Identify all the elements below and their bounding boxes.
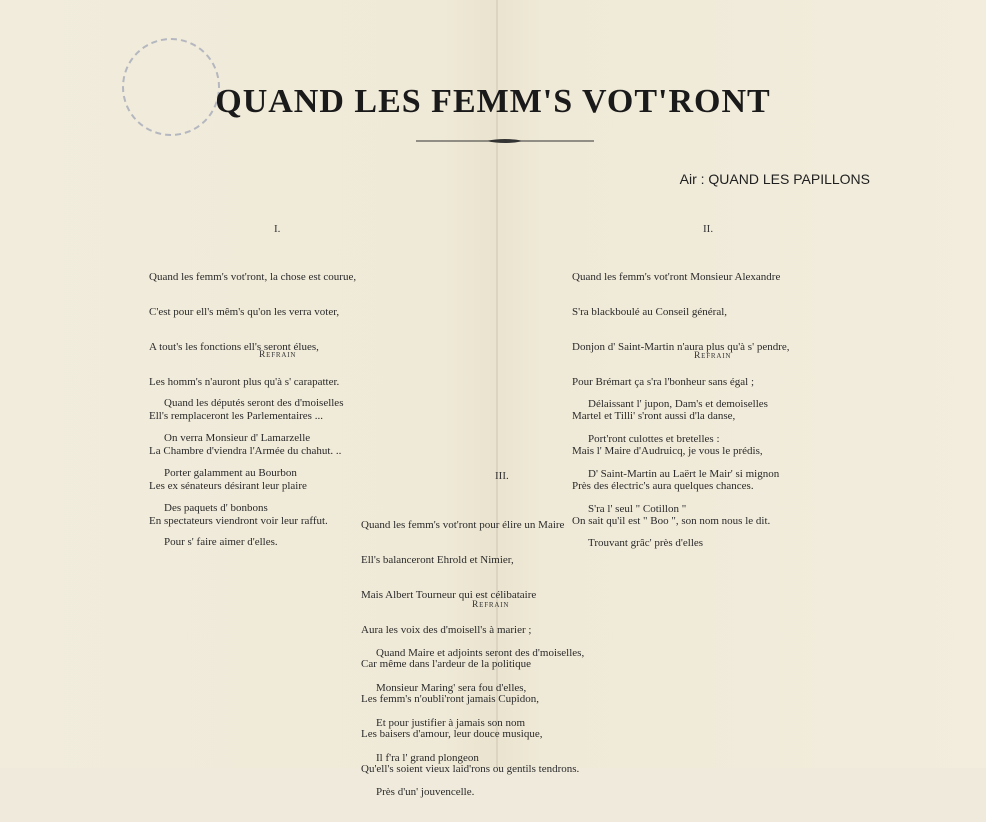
- verse-line: En spectateurs viendront voir leur raffut.: [149, 514, 328, 527]
- verse-line: Pour Brémart ça s'ra l'bonheur sans égal ;: [572, 375, 755, 388]
- refrain-heading-2: Refrain: [694, 351, 732, 361]
- verse-number-1: I.: [274, 223, 281, 235]
- verse-line: Martel et Tilli' s'ront aussi d'la danse,: [572, 410, 736, 423]
- verse-number-3: III.: [495, 470, 509, 482]
- refrain-line: Délaissant l' jupon, Dam's et demoiselles: [588, 398, 768, 411]
- refrain-line: Et pour justifier à jamais son nom: [376, 716, 526, 729]
- verse-line: Les ex sénateurs désirant leur plaire: [149, 479, 307, 492]
- refrain-line: Près d'un' jouvencelle.: [376, 786, 475, 799]
- verse-line: On sait qu'il est " Boo ", son nom nous le dit.: [572, 514, 771, 527]
- refrain-line: Port'ront culottes et bretelles :: [588, 432, 720, 445]
- refrain-line: Il f'ra l' grand plongeon: [376, 751, 479, 764]
- refrain-line: On verra Monsieur d' Lamarzelle: [164, 431, 311, 444]
- verse-line: S'ra blackboulé au Conseil général,: [572, 305, 728, 318]
- refrain-line: Porter galamment au Bourbon: [164, 466, 297, 479]
- refrain-1: [164, 375, 343, 572]
- verse-line: Donjon d' Saint-Martin n'aura plus qu'à s' pendre,: [572, 340, 790, 353]
- refrain-line: Trouvant grâc' près d'elles: [588, 537, 704, 550]
- verse-line: Car même dans l'ardeur de la politique: [361, 658, 531, 671]
- refrain-heading-3: Refrain: [472, 600, 510, 610]
- refrain-line: S'ra l' seul " Cotillon ": [588, 502, 687, 515]
- title-ornament-rule: [416, 138, 594, 144]
- refrain-line: D' Saint-Martin au Laërt le Mair' si mignon: [588, 467, 780, 480]
- refrain-2: [588, 376, 779, 573]
- verse-line: Qu'ell's soient vieux laid'rons ou gentils tendrons.: [361, 762, 580, 775]
- verse-line: Quand les femm's vot'ront Monsieur Alexandre: [572, 271, 781, 284]
- verse-line: Quand les femm's vot'ront pour élire un Maire: [361, 519, 565, 532]
- refrain-line: Quand Maire et adjoints seront des d'moiselles,: [376, 647, 585, 660]
- air-tune-label: Air : QUAND LES PAPILLONS: [679, 171, 870, 187]
- refrain-line: Des paquets d' bonbons: [164, 501, 268, 514]
- verse-line: Mais l' Maire d'Audruicq, je vous le prédis,: [572, 445, 763, 458]
- refrain-heading-1: Refrain: [259, 350, 297, 360]
- refrain-line: Pour s' faire aimer d'elles.: [164, 536, 278, 549]
- verse-line: Les homm's n'auront plus qu'à s' carapatter.: [149, 375, 340, 388]
- verse-line: Ell's balanceront Ehrold et Nimier,: [361, 553, 514, 566]
- refrain-line: Quand les députés seront des d'moiselles: [164, 397, 344, 410]
- refrain-3: [376, 625, 584, 822]
- verse-line: Mais Albert Tourneur qui est célibataire: [361, 588, 537, 601]
- verse-line: Les baisers d'amour, leur douce musique,: [361, 727, 543, 740]
- verse-line: La Chambre d'viendra l'Armée du chahut. ..: [149, 445, 342, 458]
- song-title: QUAND LES FEMM'S VOT'RONT: [215, 83, 771, 120]
- refrain-line: Monsieur Maring' sera fou d'elles,: [376, 681, 527, 694]
- verse-line: Quand les femm's vot'ront, la chose est courue,: [149, 271, 357, 284]
- verse-line: C'est pour ell's mêm's qu'on les verra voter,: [149, 305, 340, 318]
- verse-number-2: II.: [703, 223, 714, 235]
- verse-line: Près des électric's aura quelques chances.: [572, 479, 754, 492]
- verse-line: Les femm's n'oubli'ront jamais Cupidon,: [361, 693, 539, 706]
- verse-line: Ell's remplaceront les Parlementaires ...: [149, 410, 323, 423]
- verse-line: Aura les voix des d'moisell's à marier ;: [361, 623, 532, 636]
- verse-line: A tout's les fonctions ell's seront élues,: [149, 340, 319, 353]
